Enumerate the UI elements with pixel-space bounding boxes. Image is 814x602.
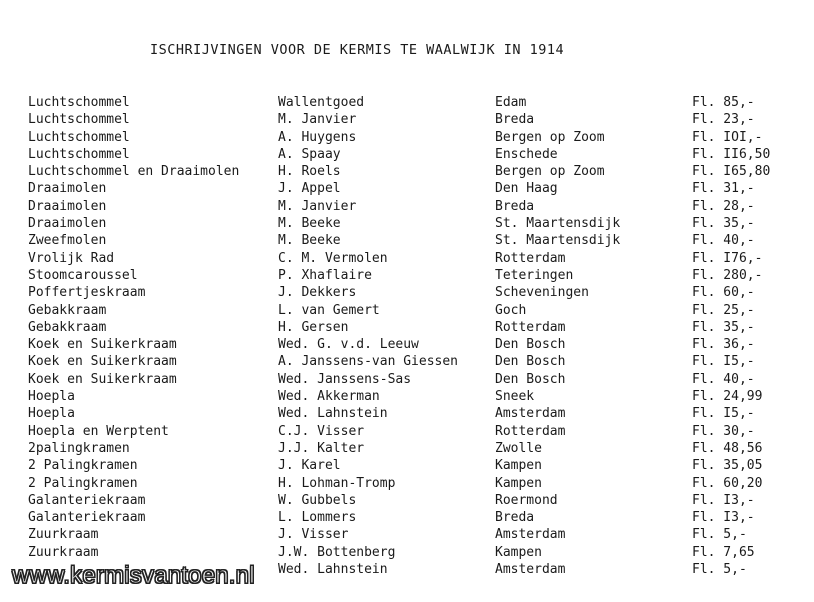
fee-amount: Fl. 35,- — [692, 319, 755, 335]
fee-amount: Fl. 40,- — [692, 233, 755, 249]
owner-name: Wed. Janssens-Sas — [278, 371, 412, 387]
owner-name: Wallentgoed — [278, 95, 365, 110]
fee-amount: Fl. 30,- — [692, 423, 755, 439]
attraction-name: Galanteriekraam — [28, 492, 146, 508]
list-item — [0, 95, 814, 112]
list-item — [0, 354, 814, 371]
owner-name: Wed. Lahnstein — [278, 562, 388, 578]
attraction-name: Poffertjeskraam — [28, 285, 146, 301]
city-name: Roermond — [495, 492, 558, 508]
city-name: Rotterdam — [495, 319, 566, 335]
fee-amount: Fl. 35,- — [692, 216, 755, 232]
document-title: ISCHRIJVINGEN VOOR DE KERMIS TE WAALWIJK IN 1914 — [150, 42, 565, 58]
fee-amount: Fl. I76,- — [692, 250, 763, 266]
owner-name: Wed. Akkerman — [278, 389, 380, 405]
city-name: Breda — [495, 112, 535, 128]
fee-amount: Fl. 31,- — [692, 181, 755, 197]
owner-name: Wed. Lahnstein — [278, 406, 388, 422]
attraction-name: Gebakkraam — [28, 302, 107, 318]
city-name: Den Bosch — [495, 337, 566, 353]
owner-name: M. Janvier — [278, 112, 357, 128]
registration-list — [0, 95, 814, 579]
city-name: Rotterdam — [495, 423, 566, 439]
list-item — [0, 251, 814, 268]
city-name: Den Bosch — [495, 371, 566, 387]
attraction-name: Luchtschommel en Draaimolen — [28, 164, 240, 180]
fee-amount: Fl. 35,05 — [692, 458, 763, 474]
list-item — [0, 545, 814, 562]
city-name: Goch — [495, 302, 527, 318]
city-name: Breda — [495, 198, 535, 214]
attraction-name: Hoepla — [28, 389, 75, 405]
city-name: Scheveningen — [495, 285, 589, 301]
attraction-name: Zweefmolen — [28, 233, 107, 249]
attraction-name: Draaimolen — [28, 181, 107, 197]
city-name: Kampen — [495, 475, 542, 491]
list-item — [0, 510, 814, 527]
fee-amount: Fl. 36,- — [692, 337, 755, 353]
list-item — [0, 199, 814, 216]
city-name: Amsterdam — [495, 562, 566, 578]
owner-name: H. Gersen — [278, 319, 349, 335]
fee-amount: Fl. 23,- — [692, 112, 755, 128]
fee-amount: Fl. 85,- — [692, 95, 755, 110]
owner-name: J. Karel — [278, 458, 341, 474]
list-item — [0, 303, 814, 320]
list-item — [0, 372, 814, 389]
list-item — [0, 424, 814, 441]
attraction-name: 2 Palingkramen — [28, 475, 138, 491]
owner-name: P. Xhaflaire — [278, 267, 372, 283]
list-item — [0, 164, 814, 181]
owner-name: L. van Gemert — [278, 302, 380, 318]
list-item — [0, 268, 814, 285]
city-name: Amsterdam — [495, 406, 566, 422]
city-name: Bergen op Zoom — [495, 129, 605, 145]
owner-name: W. Gubbels — [278, 492, 357, 508]
attraction-name: Hoepla en Werptent — [28, 423, 169, 439]
attraction-name: Koek en Suikerkraam — [28, 354, 177, 370]
owner-name: A. Janssens-van Giessen — [278, 354, 459, 370]
attraction-name: Galanteriekraam — [28, 510, 146, 526]
fee-amount: Fl. 25,- — [692, 302, 755, 318]
attraction-name: Hoepla — [28, 406, 75, 422]
city-name: Sneek — [495, 389, 535, 405]
owner-name: M. Janvier — [278, 198, 357, 214]
city-name: Teteringen — [495, 267, 574, 283]
watermark: www.kermisvantoen.nl — [12, 562, 255, 589]
list-item — [0, 337, 814, 354]
owner-name: Wed. G. v.d. Leeuw — [278, 337, 419, 353]
city-name: Enschede — [495, 146, 558, 162]
fee-amount: Fl. I3,- — [692, 492, 755, 508]
fee-amount: Fl. 5,- — [692, 562, 747, 578]
owner-name: H. Roels — [278, 164, 341, 180]
city-name: St. Maartensdijk — [495, 233, 621, 249]
fee-amount: Fl. I65,80 — [692, 164, 771, 180]
attraction-name: Luchtschommel — [28, 146, 130, 162]
fee-amount: Fl. 7,65 — [692, 544, 755, 560]
fee-amount: Fl. I5,- — [692, 406, 755, 422]
attraction-name: Koek en Suikerkraam — [28, 371, 177, 387]
city-name: Kampen — [495, 458, 542, 474]
attraction-name: Zuurkraam — [28, 544, 99, 560]
fee-amount: Fl. 28,- — [692, 198, 755, 214]
owner-name: A. Huygens — [278, 129, 357, 145]
city-name: St. Maartensdijk — [495, 216, 621, 232]
attraction-name: Luchtschommel — [28, 112, 130, 128]
attraction-name: 2palingkramen — [28, 440, 130, 456]
attraction-name: Draaimolen — [28, 216, 107, 232]
owner-name: J. Visser — [278, 527, 349, 543]
fee-amount: Fl. 60,20 — [692, 475, 763, 491]
list-item — [0, 389, 814, 406]
fee-amount: Fl. I3,- — [692, 510, 755, 526]
city-name: Den Bosch — [495, 354, 566, 370]
fee-amount: Fl. IOI,- — [692, 129, 763, 145]
fee-amount: Fl. 280,- — [692, 267, 763, 283]
city-name: Kampen — [495, 544, 542, 560]
owner-name: M. Beeke — [278, 233, 341, 249]
list-item — [0, 233, 814, 250]
fee-amount: Fl. II6,50 — [692, 146, 771, 162]
attraction-name: Zuurkraam — [28, 527, 99, 543]
owner-name: J.J. Kalter — [278, 440, 365, 456]
list-item — [0, 181, 814, 198]
fee-amount: Fl. 60,- — [692, 285, 755, 301]
list-item — [0, 493, 814, 510]
list-item — [0, 147, 814, 164]
attraction-name: Vrolijk Rad — [28, 250, 115, 266]
fee-amount: Fl. 40,- — [692, 371, 755, 387]
owner-name: M. Beeke — [278, 216, 341, 232]
list-item — [0, 458, 814, 475]
owner-name: J. Dekkers — [278, 285, 357, 301]
attraction-name: Luchtschommel — [28, 129, 130, 145]
list-item — [0, 527, 814, 544]
fee-amount: Fl. 5,- — [692, 527, 747, 543]
list-item — [0, 130, 814, 147]
city-name: Breda — [495, 510, 535, 526]
list-item — [0, 406, 814, 423]
list-item — [0, 476, 814, 493]
owner-name: L. Lommers — [278, 510, 357, 526]
list-item — [0, 320, 814, 337]
owner-name: J.W. Bottenberg — [278, 544, 396, 560]
attraction-name: Stoomcaroussel — [28, 267, 138, 283]
fee-amount: Fl. 24,99 — [692, 389, 763, 405]
owner-name: J. Appel — [278, 181, 341, 197]
owner-name: C. M. Vermolen — [278, 250, 388, 266]
owner-name: H. Lohman-Tromp — [278, 475, 396, 491]
list-item — [0, 112, 814, 129]
fee-amount: Fl. I5,- — [692, 354, 755, 370]
owner-name: A. Spaay — [278, 146, 341, 162]
attraction-name: Luchtschommel — [28, 95, 130, 110]
city-name: Edam — [495, 95, 527, 110]
city-name: Den Haag — [495, 181, 558, 197]
list-item — [0, 285, 814, 302]
attraction-name: Gebakkraam — [28, 319, 107, 335]
attraction-name: 2 Palingkramen — [28, 458, 138, 474]
fee-amount: Fl. 48,56 — [692, 440, 763, 456]
city-name: Amsterdam — [495, 527, 566, 543]
list-item — [0, 216, 814, 233]
attraction-name: Koek en Suikerkraam — [28, 337, 177, 353]
city-name: Rotterdam — [495, 250, 566, 266]
city-name: Zwolle — [495, 440, 542, 456]
city-name: Bergen op Zoom — [495, 164, 605, 180]
attraction-name: Draaimolen — [28, 198, 107, 214]
owner-name: C.J. Visser — [278, 423, 365, 439]
list-item — [0, 441, 814, 458]
